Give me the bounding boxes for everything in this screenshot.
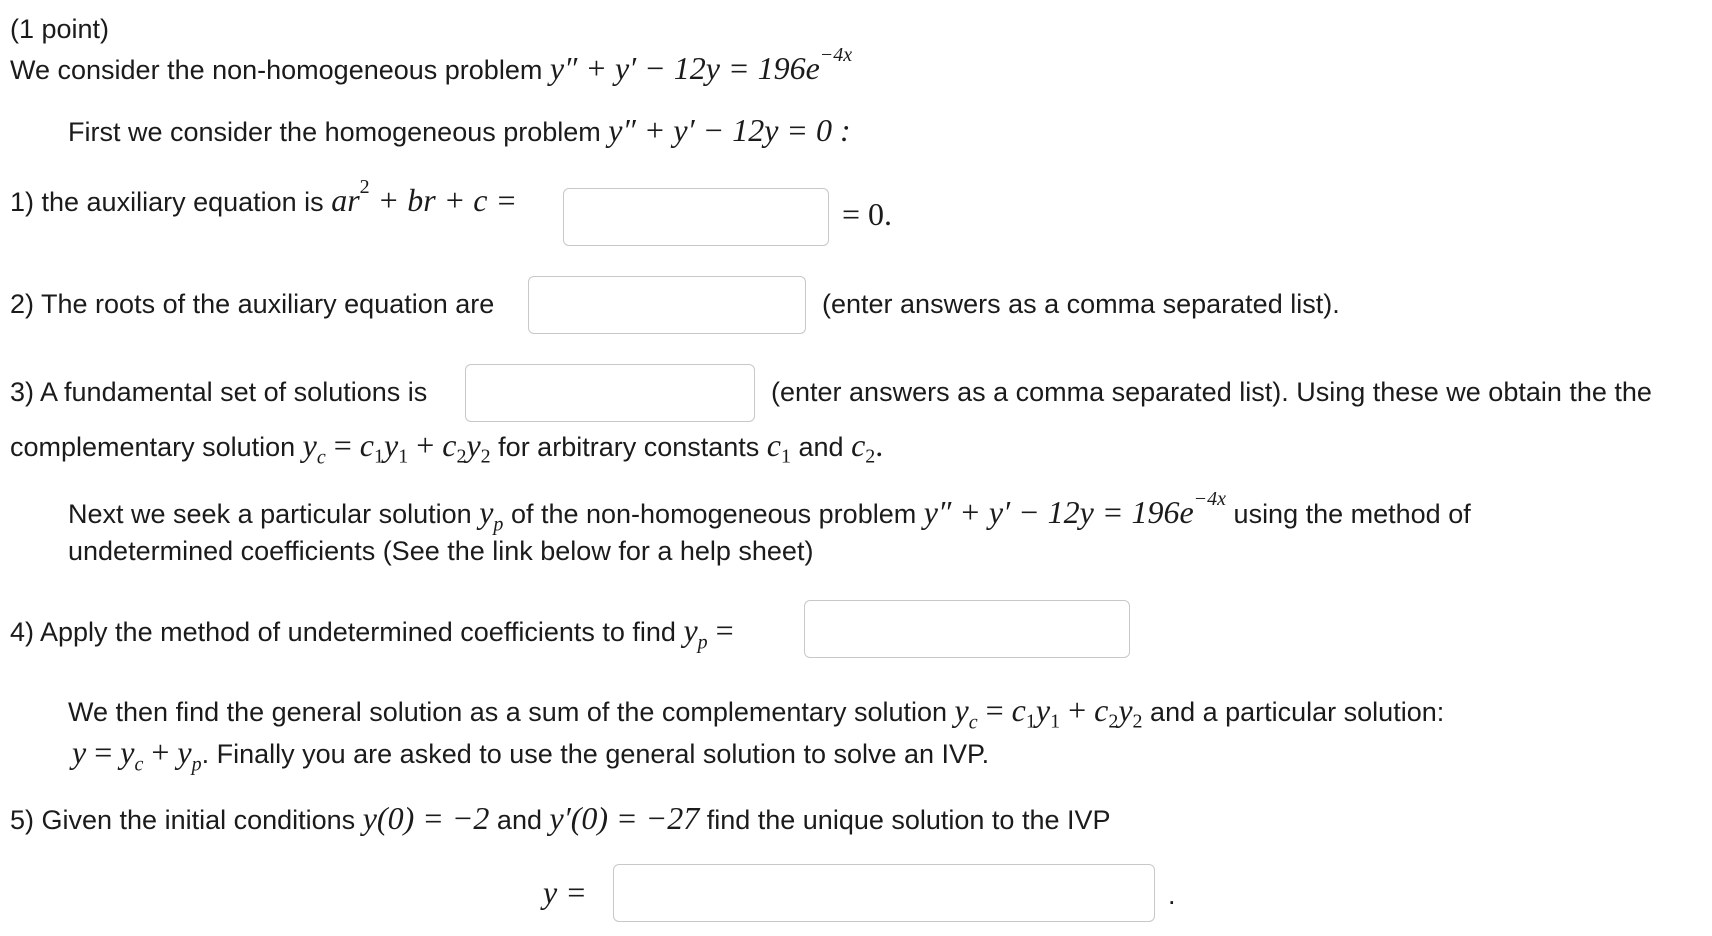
q5-and: and — [496, 805, 542, 835]
particular-text-c: using the method of — [1233, 499, 1471, 529]
q3-after: (enter answers as a comma separated list). Using these we obtain the the — [771, 377, 1652, 407]
general-text-a: We then find the general solution as a sum of the complementary solution — [68, 697, 948, 727]
particular-text-a: Next we seek a particular solution — [68, 499, 472, 529]
particular-line1: Next we seek a particular solution $y_p$ of the non-homogeneous problem $y'' + y' - 12y = 196e^{-4x}$ using the method of — [68, 488, 1471, 536]
homogeneous-line — [68, 112, 851, 149]
points-label: (1 point) — [10, 14, 110, 44]
q2-answer-input[interactable] — [528, 276, 806, 334]
q3-line2-text: complementary solution — [10, 432, 296, 462]
q3-line2-tail: for arbitrary constants — [498, 432, 760, 462]
q1-sup: 2 — [359, 176, 370, 198]
general-line2: $y = y_c + y_p$. Finally you are asked to use the general solution to solve an IVP. — [72, 734, 990, 776]
intro-line — [10, 44, 853, 87]
q5-label: 5) Given the initial conditions — [10, 805, 356, 835]
q3-and: and — [798, 432, 844, 462]
general-text-tail: . Finally you are asked to use the general solution to solve an IVP. — [201, 739, 990, 769]
q1-lhs: ar — [331, 182, 360, 218]
q4-label: 4) Apply the method of undetermined coefficients to find — [10, 617, 676, 647]
q5-ic1: y(0) = −2 — [362, 800, 490, 836]
intro-exponent: −4x — [819, 44, 853, 66]
q5-period: . — [1168, 880, 1176, 910]
intro-text: We consider the non-homogeneous problem — [10, 55, 543, 85]
homogeneous-text: First we consider the homogeneous problem — [68, 117, 601, 147]
q2-label: 2) The roots of the auxiliary equation are — [10, 289, 495, 319]
q1-line — [10, 176, 518, 219]
q5-y-equals: y = — [543, 874, 587, 910]
q4-line: 4) Apply the method of undetermined coefficients to find $y_p$ = — [10, 612, 734, 654]
q5-answer-input[interactable] — [613, 864, 1155, 922]
q3-answer-input[interactable] — [465, 364, 755, 422]
intro-equation: y″ + y′ − 12y = 196e — [549, 50, 820, 86]
q1-after: = 0. — [842, 196, 893, 232]
q1-rest: + br + c = — [369, 182, 518, 218]
general-text-b: and a particular solution: — [1150, 697, 1445, 727]
q1-label: 1) the auxiliary equation is — [10, 187, 324, 217]
homogeneous-equation: y″ + y′ − 12y = 0 : — [608, 112, 851, 148]
q3-line2: complementary solution $y_c = c_1y_1 + c_2y_2$ for arbitrary constants $c_1$ and $c_2$. — [10, 427, 884, 469]
q4-answer-input[interactable] — [804, 600, 1130, 658]
q2-after: (enter answers as a comma separated list). — [822, 289, 1340, 319]
general-line1: We then find the general solution as a sum of the complementary solution $y_c = c_1y_1 + c_2y_2$ and a particular solution: — [68, 692, 1445, 734]
q5-line — [10, 800, 1111, 837]
particular-text-b: of the non-homogeneous problem — [510, 499, 917, 529]
q5-tail: find the unique solution to the IVP — [706, 805, 1111, 835]
q3-label: 3) A fundamental set of solutions is — [10, 377, 428, 407]
particular-line2: undetermined coefficients (See the link below for a help sheet) — [68, 536, 814, 566]
q5-ic2: y′(0) = −27 — [549, 800, 700, 836]
q1-answer-input[interactable] — [563, 188, 829, 246]
